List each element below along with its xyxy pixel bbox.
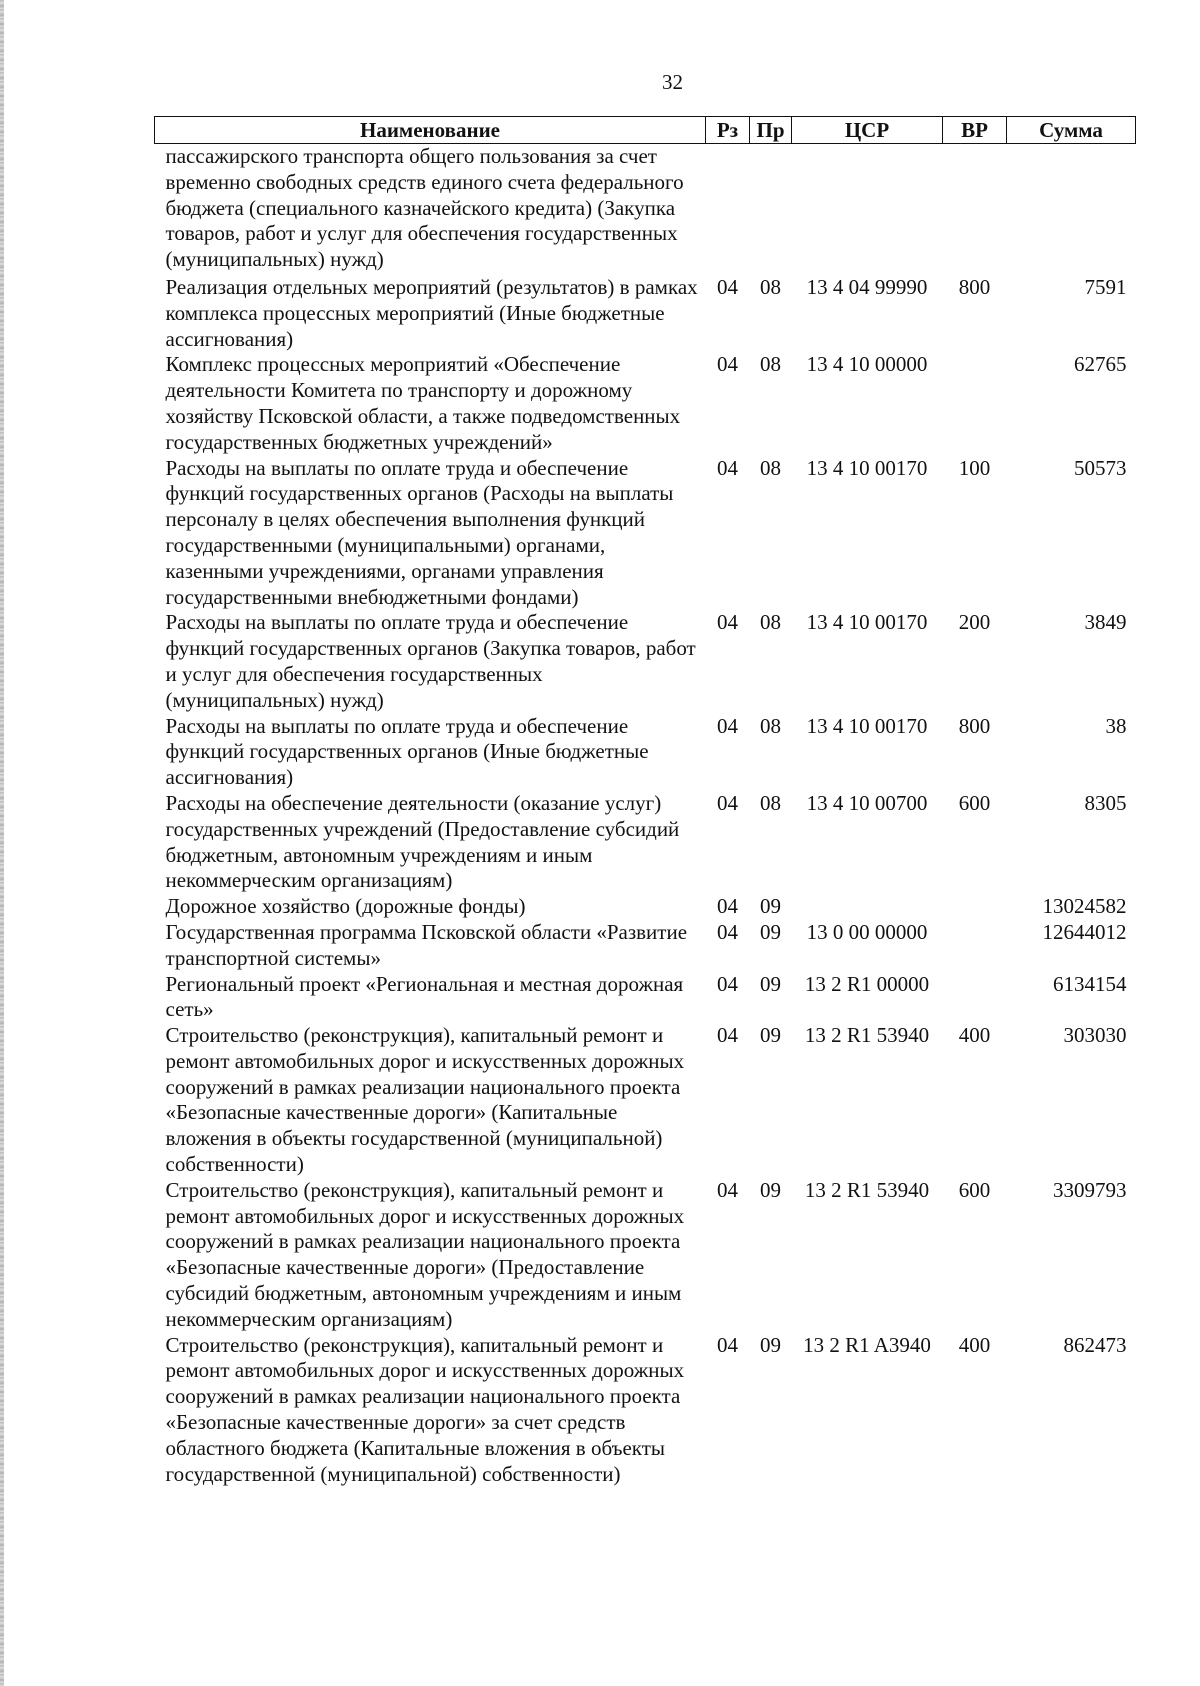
cell-sum: 862473 (1063, 1332, 1127, 1357)
table-header (155, 117, 1136, 144)
cell-rz: 04 (717, 971, 738, 996)
table-row (155, 456, 1136, 611)
cell-pr: 08 (760, 455, 781, 480)
cell-vr: 800 (958, 274, 991, 299)
header-rz: Рз (706, 117, 750, 144)
cell-csr: 13 4 04 99990 (806, 274, 928, 299)
cell-vr (943, 920, 1007, 972)
cell-name: Строительство (реконструкция), капитальный ремонт и ремонт автомобильных дорог и искусственных дорожных сооружений в рамках реализации национального проекта «Безопасные качественные дороги» за счет средств областного бюджета (Капитальные вложения в объекты государственной (муниципальной) собственности) (165, 1332, 685, 1486)
cell-name: Расходы на выплаты по оплате труда и обеспечение функций государственных органов (Иные бюджетные ассигнования) (165, 713, 649, 790)
cell-csr: 13 2 R1 53940 (804, 1177, 930, 1202)
cell-pr: 09 (760, 1332, 781, 1357)
cell-csr: 13 4 10 00170 (806, 610, 928, 635)
cell-sum: 8305 (1084, 790, 1127, 815)
cell-name: Расходы на обеспечение деятельности (оказание услуг) государственных учреждений (Предоставление субсидий бюджетным, автономным учреждениям и иным некоммерческим организациям) (165, 790, 680, 893)
cell-sum: 7591 (1084, 274, 1127, 299)
cell-vr: 600 (958, 790, 991, 815)
cell-name: Расходы на выплаты по оплате труда и обеспечение функций государственных органов (Закупка товаров, работ и услуг для обеспечения государственных (муниципальных) нужд) (165, 610, 696, 712)
cell-vr (943, 352, 1007, 455)
cell-pr: 08 (760, 352, 781, 377)
cell-vr (943, 972, 1007, 1024)
cell-csr: 13 4 10 00700 (806, 790, 928, 815)
cell-sum (1007, 144, 1136, 273)
cell-pr: 09 (760, 1177, 781, 1202)
table-row (155, 1333, 1136, 1488)
cell-vr: 400 (958, 1023, 991, 1048)
cell-sum: 50573 (1074, 455, 1127, 480)
cell-csr: 13 4 10 00170 (806, 455, 928, 480)
cell-rz: 04 (717, 894, 738, 919)
cell-name: Дорожное хозяйство (дорожные фонды) (165, 894, 526, 919)
cell-pr: 09 (760, 1023, 781, 1048)
cell-name: Расходы на выплаты по оплате труда и обеспечение функций государственных органов (Расходы на выплаты персоналу в целях обеспечения выполнения функций государственными (муниципальными) органами, казенными учреждениями, органами управления государственными внебюджетными фондами) (165, 455, 674, 609)
header-row (155, 117, 1136, 144)
cell-pr: 08 (760, 790, 781, 815)
cell-vr: 600 (958, 1177, 991, 1202)
table-row (155, 791, 1136, 894)
cell-vr: 100 (958, 455, 991, 480)
cell-name: пассажирского транспорта общего пользования за счет временно свободных средств единого счета федерального бюджета (специального казначейского кредита) (Закупка товаров, работ и услуг для обеспечения государственных (муниципальных) нужд) (165, 144, 684, 272)
cell-csr: 13 2 R1 53940 (804, 1023, 930, 1048)
cell-sum: 3849 (1084, 610, 1127, 635)
cell-vr: 800 (958, 713, 991, 738)
cell-sum: 6134154 (1053, 971, 1127, 996)
cell-rz: 04 (717, 610, 738, 635)
table-row (155, 144, 1136, 273)
table-row (155, 610, 1136, 713)
cell-csr (792, 144, 943, 273)
cell-vr: 400 (958, 1332, 991, 1357)
cell-name: Строительство (реконструкция), капитальный ремонт и ремонт автомобильных дорог и искусственных дорожных сооружений в рамках реализации национального проекта «Безопасные качественные дороги» (Капитальные вложения в объекты государственной (муниципальной) собственности) (165, 1023, 685, 1177)
cell-name: Реализация отдельных мероприятий (результатов) в рамках комплекса процессных мероприятий (Иные бюджетные ассигнования) (165, 274, 698, 351)
cell-name: Комплекс процессных мероприятий «Обеспечение деятельности Комитета по транспорту и дорожному хозяйству Псковской области, а также подведомственных государственных бюджетных учреждений» (165, 352, 681, 454)
header-vr: ВР (943, 117, 1007, 144)
cell-rz (706, 144, 750, 273)
cell-pr (750, 144, 792, 273)
cell-sum: 62765 (1074, 352, 1127, 377)
table-row (155, 972, 1136, 1024)
cell-vr (943, 894, 1007, 920)
cell-name: Государственная программа Псковской области «Развитие транспортной системы» (165, 919, 688, 970)
cell-pr: 09 (760, 894, 781, 919)
cell-vr (943, 144, 1007, 273)
cell-sum: 303030 (1063, 1023, 1127, 1048)
cell-sum: 12644012 (1042, 919, 1127, 944)
cell-rz: 04 (717, 455, 738, 480)
cell-rz: 04 (717, 713, 738, 738)
cell-pr: 08 (760, 274, 781, 299)
cell-rz: 04 (717, 1332, 738, 1357)
cell-csr: 13 4 10 00000 (806, 352, 928, 377)
table-row (155, 1023, 1136, 1178)
table-row (155, 352, 1136, 455)
cell-rz: 04 (717, 1023, 738, 1048)
cell-rz: 04 (717, 274, 738, 299)
cell-vr: 200 (958, 610, 991, 635)
cell-sum: 13024582 (1042, 894, 1127, 919)
cell-sum: 38 (1105, 713, 1127, 738)
header-sum: Сумма (1007, 117, 1136, 144)
cell-name: Строительство (реконструкция), капитальный ремонт и ремонт автомобильных дорог и искусственных дорожных сооружений в рамках реализации национального проекта «Безопасные качественные дороги» (Предоставление субсидий бюджетным, автономным учреждениям и иным некоммерческим организациям) (165, 1177, 685, 1331)
cell-csr (792, 894, 943, 920)
header-name: Наименование (155, 117, 706, 144)
cell-rz: 04 (717, 919, 738, 944)
table-row (155, 714, 1136, 791)
cell-csr: 13 2 R1 A3940 (803, 1332, 931, 1357)
cell-pr: 09 (760, 971, 781, 996)
cell-csr: 13 4 10 00170 (806, 713, 928, 738)
budget-table (154, 116, 1136, 1487)
header-pr: Пр (750, 117, 792, 144)
cell-rz: 04 (717, 1177, 738, 1202)
table-row (155, 273, 1136, 352)
table-body (155, 144, 1136, 1488)
cell-pr: 09 (760, 919, 781, 944)
table-row (155, 1178, 1136, 1333)
cell-name: Региональный проект «Региональная и местная дорожная сеть» (165, 971, 684, 1022)
cell-rz: 04 (717, 352, 738, 377)
page-number: 32 (662, 70, 683, 94)
cell-csr: 13 2 R1 00000 (804, 971, 930, 996)
cell-rz: 04 (717, 790, 738, 815)
cell-pr: 08 (760, 610, 781, 635)
cell-pr: 08 (760, 713, 781, 738)
table-row (155, 920, 1136, 972)
table-row (155, 894, 1136, 920)
scan-edge (0, 0, 4, 1686)
header-csr: ЦСР (792, 117, 943, 144)
cell-sum: 3309793 (1053, 1177, 1127, 1202)
cell-csr: 13 0 00 00000 (806, 919, 928, 944)
